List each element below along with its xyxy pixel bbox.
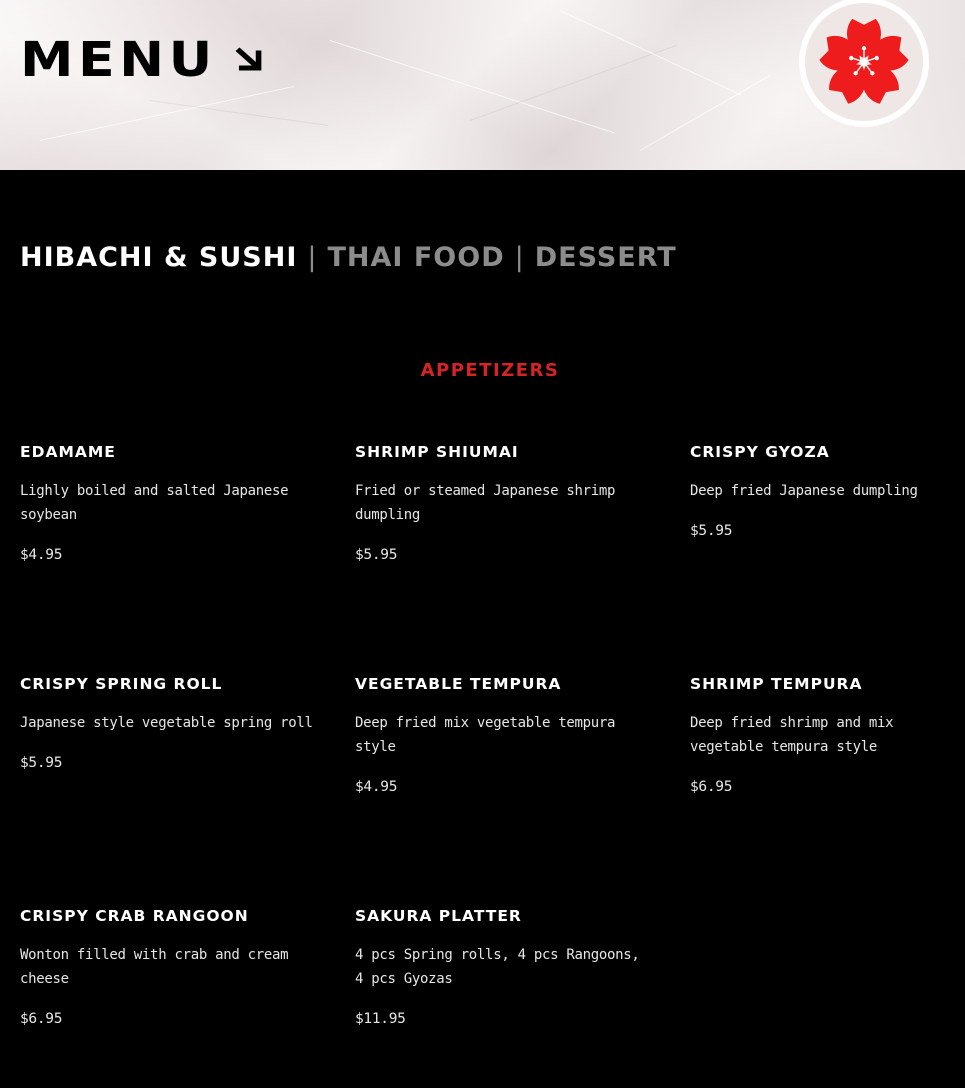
menu-item-price: $6.95: [20, 1011, 63, 1027]
menu-item-price: $6.95: [690, 779, 733, 795]
menu-item: [20, 442, 320, 565]
menu-item-name: EDAMAME: [20, 443, 116, 461]
tab-separator: |: [307, 242, 318, 273]
restaurant-logo[interactable]: [799, 0, 929, 127]
paper-texture: [560, 10, 742, 95]
tab-hibachi-sushi[interactable]: HIBACHI & SUSHI: [20, 242, 298, 273]
menu-item-name: SHRIMP TEMPURA: [690, 675, 863, 693]
menu-item-name: VEGETABLE TEMPURA: [355, 675, 562, 693]
menu-item-name: CRISPY CRAB RANGOON: [20, 907, 249, 925]
menu-item: [20, 906, 320, 1029]
menu-item: [355, 442, 655, 565]
arrow-down-right-icon: [232, 45, 266, 75]
menu-item-price: $5.95: [20, 755, 63, 771]
tab-thai-food[interactable]: THAI FOOD: [327, 242, 505, 273]
menu-item-price: $4.95: [20, 547, 63, 563]
menu-item-price: $4.95: [355, 779, 398, 795]
menu-item: [690, 442, 960, 541]
menu-item: [690, 674, 960, 797]
tab-separator: |: [514, 242, 525, 273]
menu-header: [0, 0, 965, 170]
category-tabs: [20, 238, 677, 278]
menu-item-name: SAKURA PLATTER: [355, 907, 522, 925]
menu-item-description: Deep fried shrimp and mix vegetable tempura style: [690, 715, 894, 755]
menu-item: [20, 674, 320, 773]
menu-item: [355, 906, 655, 1029]
menu-title-text: MENU: [20, 32, 217, 88]
menu-item-description: Lighly boiled and salted Japanese soybean: [20, 483, 289, 523]
tab-dessert[interactable]: DESSERT: [534, 242, 677, 273]
menu-item-price: $11.95: [355, 1011, 406, 1027]
menu-item-name: CRISPY GYOZA: [690, 443, 830, 461]
paper-texture: [150, 100, 328, 126]
menu-item-price: $5.95: [355, 547, 398, 563]
menu-item-description: Japanese style vegetable spring roll: [20, 715, 313, 731]
menu-item-description: Fried or steamed Japanese shrimp dumpling: [355, 483, 616, 523]
menu-item: [355, 674, 655, 797]
menu-item-description: Deep fried Japanese dumpling: [690, 483, 918, 499]
page-title: [20, 30, 266, 90]
menu-item-description: Deep fried mix vegetable tempura style: [355, 715, 616, 755]
paper-texture: [470, 45, 677, 121]
menu-item-description: 4 pcs Spring rolls, 4 pcs Rangoons, 4 pcs Gyozas: [355, 947, 640, 987]
section-title: APPETIZERS: [420, 360, 560, 381]
menu-item-price: $5.95: [690, 523, 733, 539]
paper-texture: [640, 75, 770, 151]
menu-item-description: Wonton filled with crab and cream cheese: [20, 947, 289, 987]
menu-item-name: CRISPY SPRING ROLL: [20, 675, 223, 693]
paper-texture: [40, 86, 295, 141]
sakura-flower-icon: [815, 13, 913, 111]
menu-item-name: SHRIMP SHIUMAI: [355, 443, 519, 461]
